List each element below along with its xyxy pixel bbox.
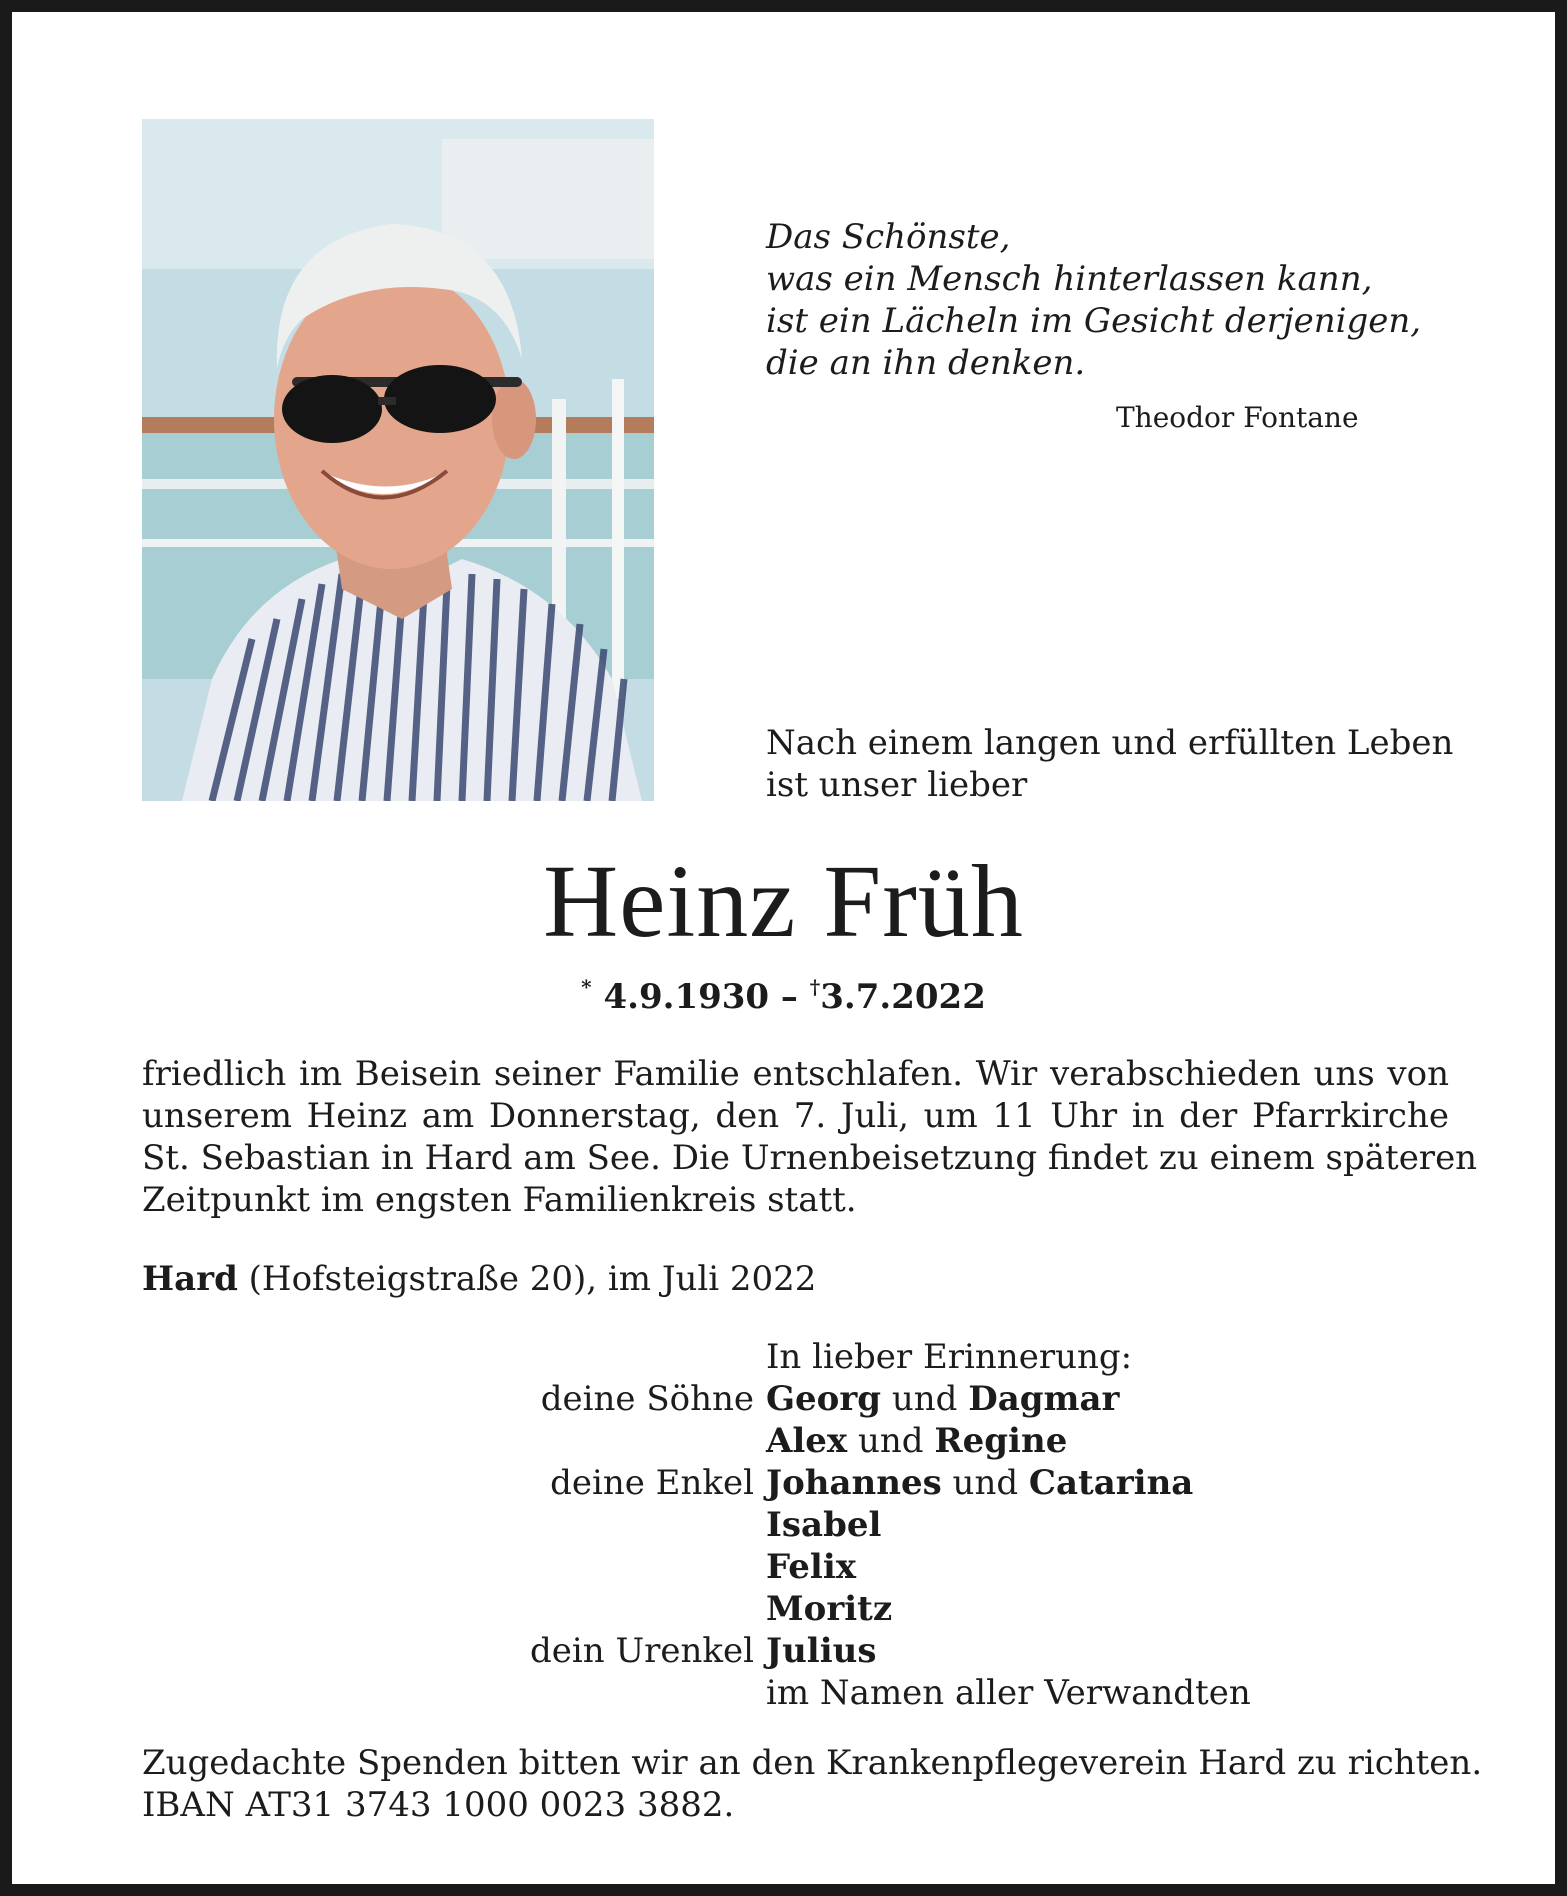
family-name: Moritz xyxy=(766,1589,893,1629)
place-town: Hard xyxy=(142,1259,238,1299)
family-relation: deine Söhne xyxy=(540,1379,754,1419)
family-name: Johannes xyxy=(766,1463,942,1503)
family-names xyxy=(766,1462,1193,1504)
family-names xyxy=(766,1588,892,1630)
paragraph-line: friedlich im Beisein seiner Familie entschlafen. Wir verabschieden uns von xyxy=(142,1054,1449,1094)
family-row xyxy=(12,1378,1567,1420)
family-relation: deine Enkel xyxy=(550,1463,754,1503)
family-closing-row xyxy=(12,1672,1567,1714)
family-name: Julius xyxy=(766,1631,877,1671)
family-name: Felix xyxy=(766,1547,857,1587)
place-and-date xyxy=(142,1259,816,1299)
quote-line: die an ihn denken. xyxy=(766,343,1086,383)
quote-line: was ein Mensch hinterlassen kann, xyxy=(766,259,1373,299)
donation-line: Zugedachte Spenden bitten wir an den Krankenpflegeverein Hard zu richten. xyxy=(142,1743,1483,1783)
family-names xyxy=(766,1420,1067,1462)
portrait-photo xyxy=(142,119,654,801)
place-details: (Hofsteigstraße 20), im Juli 2022 xyxy=(237,1259,817,1299)
birth-symbol: * xyxy=(581,975,592,999)
family-row xyxy=(12,1546,1567,1588)
family-name: Dagmar xyxy=(968,1379,1120,1419)
quote-line: Das Schönste, xyxy=(766,217,1011,257)
family-names xyxy=(766,1378,1119,1420)
announcement-paragraph xyxy=(142,1053,1478,1221)
donation-iban: IBAN AT31 3743 1000 0023 3882. xyxy=(142,1785,735,1825)
family-closing: im Namen aller Verwandten xyxy=(766,1673,1251,1713)
family-row xyxy=(12,1630,1567,1672)
intro-line: Nach einem langen und erfüllten Leben xyxy=(766,723,1454,763)
date-separator: – xyxy=(780,977,798,1017)
family-names xyxy=(766,1546,856,1588)
paragraph-line: Zeitpunkt im engsten Familienkreis statt. xyxy=(142,1180,857,1220)
family-name: Catarina xyxy=(1028,1463,1194,1503)
family-list xyxy=(12,1336,1567,1714)
intro-text xyxy=(766,722,1453,806)
deceased-name: Heinz Früh xyxy=(543,844,1024,959)
family-row xyxy=(12,1588,1567,1630)
family-heading: In lieber Erinnerung: xyxy=(766,1337,1133,1377)
family-row xyxy=(12,1420,1567,1462)
quote-author: Theodor Fontane xyxy=(1116,401,1359,434)
donation-note xyxy=(142,1742,1482,1826)
family-name: Isabel xyxy=(766,1505,882,1545)
family-names xyxy=(766,1504,881,1546)
paragraph-line: unserem Heinz am Donnerstag, den 7. Juli, um 11 Uhr in der Pfarrkirche xyxy=(142,1096,1449,1136)
death-symbol: † xyxy=(809,975,821,999)
family-join: und xyxy=(941,1463,1029,1503)
intro-line: ist unser lieber xyxy=(766,765,1028,805)
family-row xyxy=(12,1504,1567,1546)
family-name: Regine xyxy=(934,1421,1068,1461)
family-row xyxy=(12,1462,1567,1504)
death-date: 3.7.2022 xyxy=(820,977,986,1017)
family-name: Alex xyxy=(766,1421,848,1461)
quote-line: ist ein Lächeln im Gesicht derjenigen, xyxy=(766,301,1422,341)
family-names xyxy=(766,1630,877,1672)
family-join: und xyxy=(847,1421,935,1461)
birth-date: 4.9.1930 xyxy=(603,977,770,1017)
paragraph-line: St. Sebastian in Hard am See. Die Urnenbeisetzung findet zu einem späteren xyxy=(142,1138,1478,1178)
memorial-quote xyxy=(766,216,1421,384)
family-relation: dein Urenkel xyxy=(530,1631,754,1671)
family-name: Georg xyxy=(766,1379,882,1419)
family-join: und xyxy=(881,1379,969,1419)
portrait-illustration xyxy=(142,119,654,801)
family-heading-row xyxy=(12,1336,1567,1378)
life-dates xyxy=(12,975,1555,1017)
